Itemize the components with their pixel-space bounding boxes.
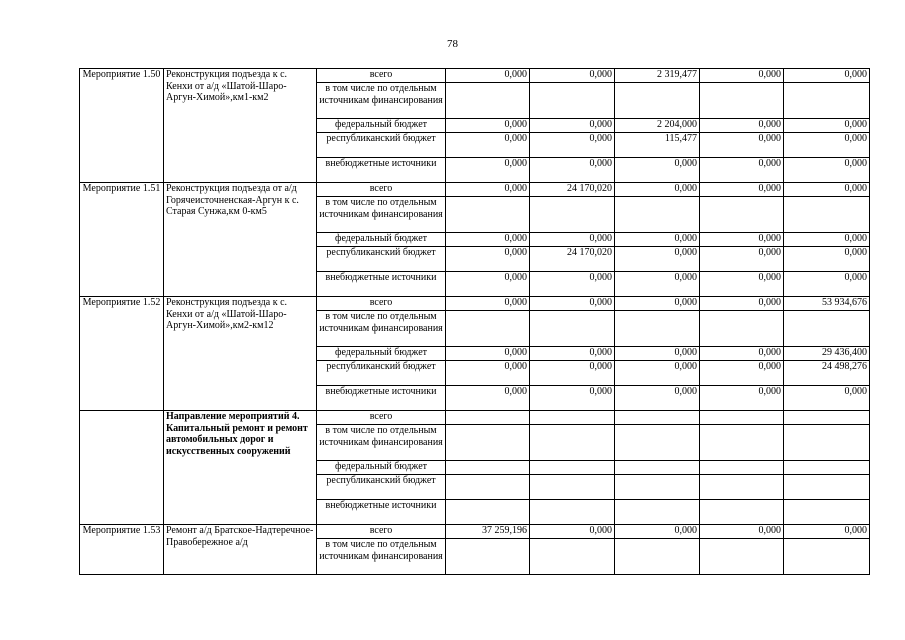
amount-cell: 0,000 <box>784 233 870 247</box>
amount-cell: 0,000 <box>446 69 530 83</box>
budget-table-body <box>80 69 870 575</box>
amount-cell <box>530 475 615 500</box>
funding-source-cell: внебюджетные источники <box>317 272 446 297</box>
amount-cell: 0,000 <box>700 272 784 297</box>
amount-cell <box>446 83 530 119</box>
amount-cell <box>446 539 530 575</box>
amount-cell: 0,000 <box>446 361 530 386</box>
funding-source-cell: федеральный бюджет <box>317 347 446 361</box>
amount-cell: 0,000 <box>615 347 700 361</box>
amount-cell: 0,000 <box>530 69 615 83</box>
amount-cell: 0,000 <box>784 183 870 197</box>
funding-source-cell: внебюджетные источники <box>317 386 446 411</box>
amount-cell: 37 259,196 <box>446 525 530 539</box>
amount-cell <box>784 425 870 461</box>
amount-cell <box>446 475 530 500</box>
funding-source-cell: внебюджетные источники <box>317 500 446 525</box>
funding-source-cell: федеральный бюджет <box>317 461 446 475</box>
amount-cell <box>530 539 615 575</box>
funding-source-cell: в том числе по отдельным источникам финансирования <box>317 425 446 461</box>
page-number: 78 <box>447 38 458 50</box>
amount-cell: 0,000 <box>530 158 615 183</box>
amount-cell: 0,000 <box>700 69 784 83</box>
amount-cell: 0,000 <box>784 247 870 272</box>
amount-cell: 0,000 <box>446 133 530 158</box>
funding-source-cell: республиканский бюджет <box>317 475 446 500</box>
amount-cell: 0,000 <box>615 386 700 411</box>
measure-name-cell: Реконструкция подъезда к с. Кенхи от а/д «Шатой-Шаро-Аргун-Химой»,км2-км12 <box>164 297 317 411</box>
amount-cell: 0,000 <box>446 183 530 197</box>
amount-cell <box>615 83 700 119</box>
funding-source-cell: внебюджетные источники <box>317 158 446 183</box>
amount-cell <box>530 461 615 475</box>
table-row <box>80 69 870 83</box>
funding-source-cell: всего <box>317 297 446 311</box>
amount-cell <box>700 500 784 525</box>
amount-cell: 24 170,020 <box>530 183 615 197</box>
amount-cell <box>530 425 615 461</box>
budget-table <box>79 68 870 575</box>
amount-cell <box>784 500 870 525</box>
funding-source-cell: в том числе по отдельным источникам финансирования <box>317 83 446 119</box>
amount-cell: 0,000 <box>700 133 784 158</box>
amount-cell: 0,000 <box>530 119 615 133</box>
amount-cell: 0,000 <box>700 525 784 539</box>
measure-id-cell: Мероприятие 1.51 <box>80 183 164 297</box>
amount-cell: 0,000 <box>784 69 870 83</box>
amount-cell: 0,000 <box>700 386 784 411</box>
amount-cell: 0,000 <box>446 386 530 411</box>
amount-cell: 0,000 <box>700 183 784 197</box>
amount-cell: 0,000 <box>784 386 870 411</box>
amount-cell: 0,000 <box>700 347 784 361</box>
amount-cell: 0,000 <box>446 347 530 361</box>
amount-cell <box>784 475 870 500</box>
amount-cell: 0,000 <box>446 272 530 297</box>
amount-cell <box>530 83 615 119</box>
amount-cell: 0,000 <box>615 247 700 272</box>
funding-source-cell: в том числе по отдельным источникам финансирования <box>317 197 446 233</box>
funding-source-cell: всего <box>317 411 446 425</box>
amount-cell <box>530 197 615 233</box>
table-row <box>80 525 870 539</box>
amount-cell: 0,000 <box>530 133 615 158</box>
amount-cell: 2 319,477 <box>615 69 700 83</box>
amount-cell <box>700 411 784 425</box>
amount-cell <box>530 411 615 425</box>
funding-source-cell: в том числе по отдельным источникам финансирования <box>317 539 446 575</box>
funding-source-cell: республиканский бюджет <box>317 361 446 386</box>
amount-cell <box>615 500 700 525</box>
table-row <box>80 297 870 311</box>
measure-name-cell: Ремонт а/д Братское-Надтеречное-Правобережное а/д <box>164 525 317 575</box>
measure-name-cell: Направление мероприятий 4. Капитальный ремонт и ремонт автомобильных дорог и искусственных сооружений <box>164 411 317 525</box>
amount-cell: 0,000 <box>446 158 530 183</box>
amount-cell: 0,000 <box>784 119 870 133</box>
amount-cell: 0,000 <box>615 361 700 386</box>
amount-cell: 24 498,276 <box>784 361 870 386</box>
amount-cell: 53 934,676 <box>784 297 870 311</box>
amount-cell <box>784 539 870 575</box>
amount-cell <box>784 411 870 425</box>
funding-source-cell: республиканский бюджет <box>317 133 446 158</box>
amount-cell: 0,000 <box>615 183 700 197</box>
funding-source-cell: федеральный бюджет <box>317 119 446 133</box>
amount-cell: 29 436,400 <box>784 347 870 361</box>
amount-cell <box>615 475 700 500</box>
amount-cell: 0,000 <box>700 361 784 386</box>
amount-cell <box>700 425 784 461</box>
amount-cell <box>446 197 530 233</box>
amount-cell: 0,000 <box>530 525 615 539</box>
amount-cell: 0,000 <box>446 233 530 247</box>
measure-id-cell: Мероприятие 1.53 <box>80 525 164 575</box>
amount-cell: 0,000 <box>530 386 615 411</box>
amount-cell: 0,000 <box>700 233 784 247</box>
amount-cell: 2 204,000 <box>615 119 700 133</box>
funding-source-cell: федеральный бюджет <box>317 233 446 247</box>
amount-cell: 0,000 <box>530 297 615 311</box>
amount-cell: 24 170,020 <box>530 247 615 272</box>
funding-source-cell: всего <box>317 525 446 539</box>
table-row <box>80 183 870 197</box>
amount-cell: 0,000 <box>530 347 615 361</box>
amount-cell <box>700 83 784 119</box>
amount-cell <box>446 461 530 475</box>
amount-cell: 0,000 <box>700 119 784 133</box>
amount-cell: 0,000 <box>615 272 700 297</box>
measure-id-cell <box>80 411 164 525</box>
funding-source-cell: в том числе по отдельным источникам финансирования <box>317 311 446 347</box>
amount-cell <box>615 461 700 475</box>
amount-cell <box>700 475 784 500</box>
amount-cell: 0,000 <box>700 158 784 183</box>
amount-cell: 0,000 <box>615 525 700 539</box>
amount-cell: 0,000 <box>446 119 530 133</box>
measure-id-cell: Мероприятие 1.52 <box>80 297 164 411</box>
funding-source-cell: всего <box>317 69 446 83</box>
amount-cell: 0,000 <box>615 158 700 183</box>
amount-cell <box>446 311 530 347</box>
amount-cell <box>446 425 530 461</box>
amount-cell <box>700 539 784 575</box>
table-row <box>80 411 870 425</box>
measure-name-cell: Реконструкция подъезда к с. Кенхи от а/д «Шатой-Шаро-Аргун-Химой»,км1-км2 <box>164 69 317 183</box>
amount-cell <box>784 83 870 119</box>
amount-cell <box>784 311 870 347</box>
amount-cell <box>446 411 530 425</box>
amount-cell: 0,000 <box>784 133 870 158</box>
amount-cell <box>615 197 700 233</box>
amount-cell: 0,000 <box>784 158 870 183</box>
amount-cell <box>784 197 870 233</box>
amount-cell: 0,000 <box>446 247 530 272</box>
amount-cell <box>700 197 784 233</box>
amount-cell <box>784 461 870 475</box>
funding-source-cell: всего <box>317 183 446 197</box>
amount-cell <box>615 539 700 575</box>
funding-source-cell: республиканский бюджет <box>317 247 446 272</box>
amount-cell <box>615 311 700 347</box>
amount-cell: 0,000 <box>446 297 530 311</box>
amount-cell: 0,000 <box>784 272 870 297</box>
amount-cell: 0,000 <box>700 297 784 311</box>
amount-cell <box>530 500 615 525</box>
amount-cell <box>700 311 784 347</box>
amount-cell: 0,000 <box>784 525 870 539</box>
amount-cell <box>446 500 530 525</box>
amount-cell: 0,000 <box>530 233 615 247</box>
amount-cell <box>615 425 700 461</box>
amount-cell: 0,000 <box>700 247 784 272</box>
amount-cell: 115,477 <box>615 133 700 158</box>
amount-cell: 0,000 <box>615 297 700 311</box>
amount-cell <box>530 311 615 347</box>
measure-id-cell: Мероприятие 1.50 <box>80 69 164 183</box>
amount-cell: 0,000 <box>530 272 615 297</box>
amount-cell: 0,000 <box>530 361 615 386</box>
amount-cell <box>615 411 700 425</box>
measure-name-cell: Реконструкция подъезда от а/д Горячеисточненская-Аргун к с. Старая Сунжа,км 0-км5 <box>164 183 317 297</box>
amount-cell <box>700 461 784 475</box>
amount-cell: 0,000 <box>615 233 700 247</box>
